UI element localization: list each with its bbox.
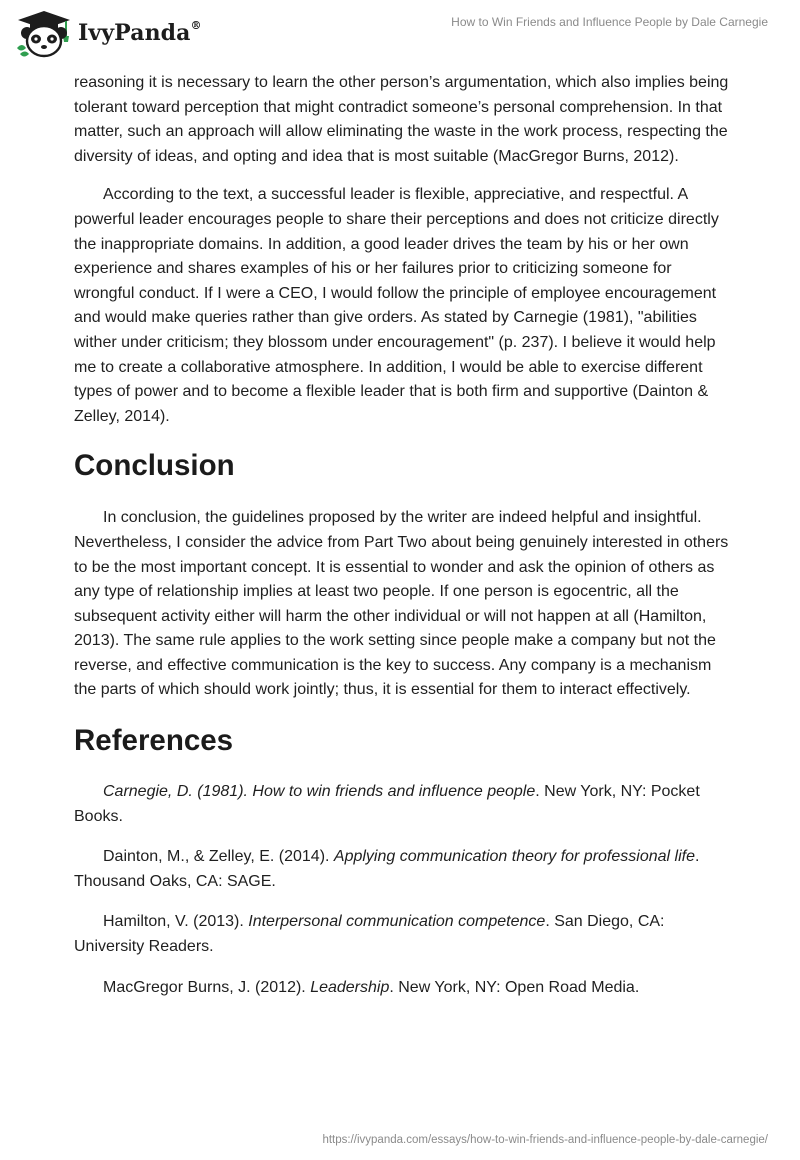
reference-hamilton: Hamilton, V. (2013). Interpersonal communication competence. San Diego, CA: University Readers.	[74, 913, 665, 956]
brand-name: IvyPanda®	[78, 18, 202, 46]
conclusion-heading: Conclusion	[74, 449, 235, 483]
ivypanda-logo[interactable]	[14, 8, 202, 58]
paragraph-leader: According to the text, a successful leader is flexible, appreciative, and respectful. A powerful leader encourages people to share their perceptions and does not criticize directly the inappropriate domains. In addition, a good leader drives the team by his or her own experience and shares examples of his or her failures prior to criticizing someone for wrongful conduct. If I were a CEO, I would follow the principle of employee encouragement and would make queries rather than give orders. As stated by Carnegie (1981), "abilities wither under criticism; they blossom under encouragement" (p. 237). I believe it would help me to create a collaborative atmosphere. In addition, I would be able to exercise different types of power and to become a flexible leader that is both firm and supportive (Dainton & Zelley, 2014).	[74, 186, 719, 425]
references-heading: References	[74, 724, 234, 758]
reference-carnegie: Carnegie, D. (1981). How to win friends and influence people. New York, NY: Pocket Books.	[74, 783, 700, 825]
paragraph-intro: reasoning it is necessary to learn the other person’s argumentation, which also implies being tolerant toward perception that might contradict someone’s personal comprehension. In that matter, such an approach will allow eliminating the waste in the work process, respecting the diversity of ideas, and opting and idea that is most suitable (MacGregor Burns, 2012).	[74, 74, 729, 165]
footer-url[interactable]: https://ivypanda.com/essays/how-to-win-friends-and-influence-people-by-dale-carnegie/	[322, 1134, 768, 1146]
document-title: How to Win Friends and Influence People by Dale Carnegie	[451, 15, 768, 29]
page-header	[0, 0, 800, 70]
paragraph-conclusion: In conclusion, the guidelines proposed by the writer are indeed helpful and insightful. Nevertheless, I consider the advice from Part Two about being genuinely interested in others to be the most important concept. It is essential to wonder and ask the opinion of others as any type of relationship implies at least two people. If one person is egocentric, all the subsequent activity either will harm the other individual or will not happen at all (Hamilton, 2013). The same rule applies to the work setting since people make a company but not the reverse, and effective communication is the key to success. Any company is a mechanism the parts of which should work jointly; thus, it is essential for them to interact effectively.	[74, 509, 729, 699]
panda-graduation-icon	[14, 8, 76, 58]
reference-dainton: Dainton, M., & Zelley, E. (2014). Applying communication theory for professional life. Thousand Oaks, CA: SAGE.	[74, 848, 700, 890]
essay-content	[74, 71, 734, 1016]
reference-macgregor: MacGregor Burns, J. (2012). Leadership. New York, NY: Open Road Media.	[103, 978, 640, 996]
